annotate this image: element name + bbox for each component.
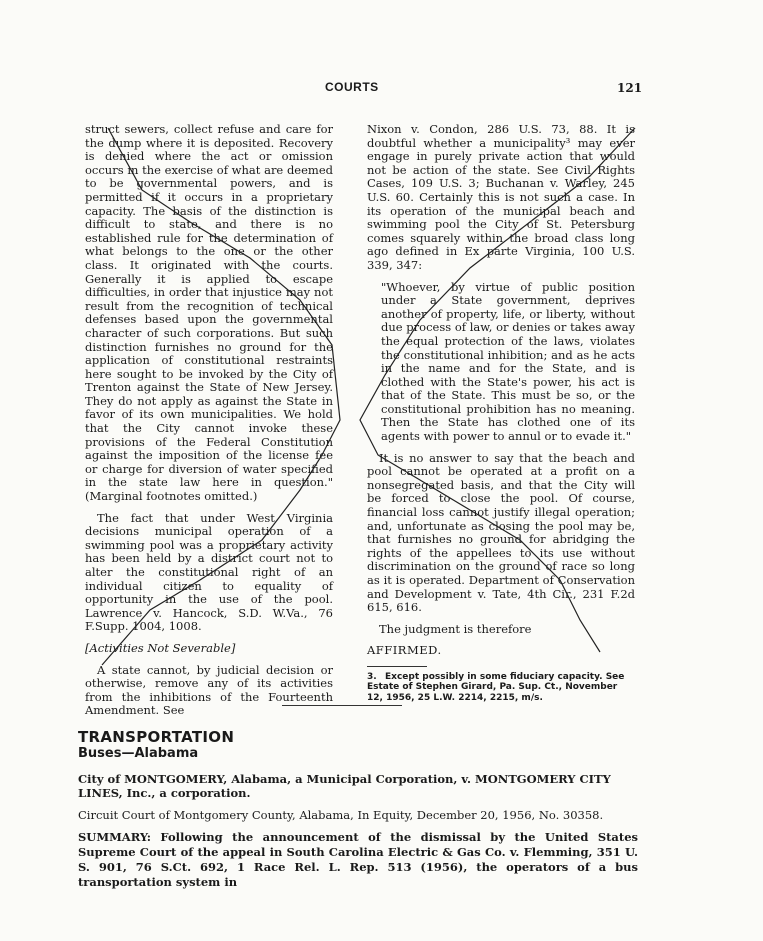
- subhead-activities-not-severable: [Activities Not Severable]: [85, 640, 236, 655]
- right-paragraph-3: The judgment is therefore: [379, 621, 532, 636]
- affirmed-label: AFFIRMED.: [367, 643, 442, 658]
- left-paragraph-2: The fact that under West Virginia decisions municipal operation of a swimming pool was a proprietary activity has been held by a district court not to alter the constitutional right of an individual citizen to equality of opportunity in the use of the pool. Lawrence v. Hancock, S.D. W.Va., 76 F.Supp. 1004, 1008.: [85, 510, 333, 634]
- summary-text: Following the announcement of the dismissal by the United States Supreme Court of the appeal in South Carolina Electric & Gas Co. v. Flemming, 351 U. S. 901, 76 S.Ct. 692, 1 Race Rel. L. Rep. 513 (1956), the operators of a bus transportation system in: [78, 830, 638, 889]
- right-paragraph-2: It is no answer to say that the beach and pool cannot be operated at a profit on a nonsegregated basis, and that the City will be forced to close the pool. Of course, financial loss cannot justify illegal operation; and, unfortunate as closing the pool may be, that furnishes no ground for abridging the rights of the appellees to its use without discrimination on the ground of race so long as it is operated. Department of Conservation and Development v. Tate, 4th Cir., 231 F.2d 615, 616.: [367, 450, 635, 615]
- section-divider: [282, 705, 402, 706]
- footnote-text: Except possibly in some fiduciary capacity. See Estate of Stephen Girard, Pa. Sup. Ct., November 12, 1956, 25 L.W. 2214, 2215, m/s.: [367, 671, 625, 703]
- transportation-section: [78, 728, 638, 890]
- block-quote: "Whoever, by virtue of public position under a State government, deprives another of property, life, or liberty, without due process of law, or denies or takes away the equal protection of the laws, violates the constitutional inhibition; and as he acts in the name and for the State, and is clothed with the State's power, his act is that of the State. This must be so, or the constitutional prohibition has no meaning. Then the State has clothed one of its agents with power to annul or to evade it.": [381, 279, 635, 444]
- summary-label: SUMMARY:: [78, 830, 151, 844]
- footnote-number: 3.: [367, 671, 377, 682]
- section-subtitle: Buses—Alabama: [78, 746, 199, 761]
- court-line: Circuit Court of Montgomery County, Alabama, In Equity, December 20, 1956, No. 30358.: [78, 808, 604, 822]
- running-head: COURTS: [325, 80, 379, 94]
- left-paragraph-1: struct sewers, collect refuse and care for the dump where it is deposited. Recovery is denied where the act or omission occurs in the exercise of what are deemed to be governmental powers, and is permitted if it occurs in a proprietary capacity. The basis of the distinction is difficult to state, and there is no established rule for the determination of what belongs to the one or the other class. It originated with the courts. Generally it is applied to escape difficulties, in order that injustice may not result from the recognition of technical defenses based upon the governmental character of such corporations. But such distinction furnishes no ground for the application of constitutional restraints here sought to be invoked by the City of Trenton against the State of New Jersey. They do not apply as against the State in favor of its own municipalities. We hold that the City cannot invoke these provisions of the Federal Constitution against the imposition of the license fee or charge for diversion of water specified in the state law here in question." (Marginal footnotes omitted.): [85, 122, 333, 504]
- right-column: [367, 123, 635, 703]
- footnote: [367, 672, 635, 704]
- left-paragraph-3: A state cannot, by judicial decision or otherwise, remove any of its activities from the inhibitions of the Fourteenth Amendment. See: [85, 662, 333, 718]
- left-column: [85, 123, 333, 726]
- page-number: 121: [617, 81, 643, 95]
- right-paragraph-1: Nixon v. Condon, 286 U.S. 73, 88. It is doubtful whether a municipality³ may ever engage in purely private action that would not be action of the state. See Civil Rights Cases, 109 U.S. 3; Buchanan v. Warley, 245 U.S. 60. Certainly this is not such a case. In its operation of the municipal beach and swimming pool the City of St. Petersburg comes squarely within the broad class long ago defined in Ex parte Virginia, 100 U.S. 339, 347:: [367, 122, 635, 272]
- summary: [78, 830, 638, 890]
- footnote-rule: [367, 666, 427, 667]
- section-title: TRANSPORTATION: [78, 728, 235, 746]
- case-title: City of MONTGOMERY, Alabama, a Municipal Corporation, v. MONTGOMERY CITY LINES, Inc., a corporation.: [78, 772, 611, 800]
